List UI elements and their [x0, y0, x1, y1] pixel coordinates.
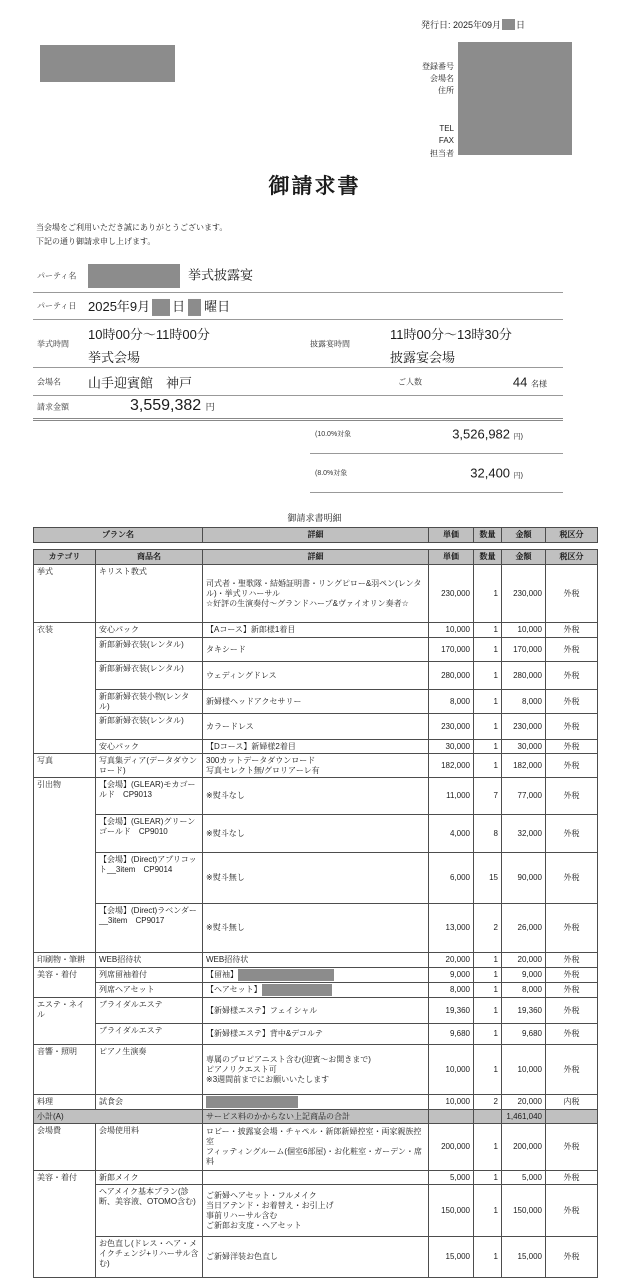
product-cell: 会場使用料 — [96, 1124, 203, 1171]
redacted-issue-day — [502, 19, 515, 30]
venue-name-value: 山手迎賓館 神戸 — [88, 375, 193, 390]
amount-cell: 20,000 — [502, 953, 546, 968]
amount-cell: 26,000 — [502, 904, 546, 953]
table-row — [34, 1171, 598, 1185]
tax-10-unit: 円) — [513, 433, 523, 441]
tax-type-cell: 外税 — [546, 662, 598, 690]
reception-time-label: 披露宴時間 — [310, 339, 350, 348]
table-row — [34, 1124, 598, 1171]
category-cell: 衣装 — [34, 623, 96, 754]
issue-date — [421, 18, 525, 31]
amount-cell: 90,000 — [502, 853, 546, 904]
detail-cell: カラードレス — [203, 714, 429, 740]
tax-type-cell: 外税 — [546, 904, 598, 953]
amount-cell: 15,000 — [502, 1237, 546, 1278]
ceremony-place-value: 挙式会場 — [88, 350, 141, 365]
subtotal-row — [34, 1110, 598, 1124]
tax-type-cell: 外税 — [546, 1237, 598, 1278]
unit-price-cell: 5,000 — [429, 1171, 474, 1185]
amount-cell: 230,000 — [502, 565, 546, 623]
tax-type-cell: 外税 — [546, 968, 598, 983]
product-cell: 【会場】(Direct)ラベンダー__3item CP9017 — [96, 904, 203, 953]
amount-cell: 8,000 — [502, 690, 546, 714]
table-row — [34, 714, 598, 740]
category-cell: 挙式 — [34, 565, 96, 623]
tax-type-cell: 外税 — [546, 638, 598, 662]
table-row — [34, 904, 598, 953]
product-cell: 列席留袖着付 — [96, 968, 203, 983]
quantity-cell: 1 — [474, 740, 502, 754]
product-cell: ヘアメイク基本プラン(診断、美容液、OTOMO含む) — [96, 1185, 203, 1237]
unit-price-cell: 230,000 — [429, 714, 474, 740]
unit-price-cell: 19,360 — [429, 998, 474, 1024]
product-cell: 新郎新婦衣装小物(レンタル) — [96, 690, 203, 714]
greeting-text — [36, 221, 227, 249]
table-row — [34, 638, 598, 662]
party-date-row — [33, 293, 563, 320]
quantity-cell: 15 — [474, 853, 502, 904]
tax-type-cell: 外税 — [546, 690, 598, 714]
item-column-header: 単価 — [429, 550, 474, 565]
plan-column-header: 税区分 — [546, 528, 598, 543]
product-cell: ブライダルエステ — [96, 998, 203, 1024]
amount-cell: 8,000 — [502, 983, 546, 998]
quantity-cell: 7 — [474, 778, 502, 815]
quantity-cell: 1 — [474, 623, 502, 638]
venue-label-contact-person: 担当者 — [430, 149, 454, 158]
quantity-cell: 1 — [474, 1171, 502, 1185]
tax-type-cell: 内税 — [546, 1095, 598, 1110]
detail-cell: 専属のプロピアニスト含む(迎賓～お開きまで) ピアノリクエスト可 ※3週間前までにお願いいたします — [203, 1045, 429, 1095]
detail-cell: 新婦様ヘッドアクセサリー — [203, 690, 429, 714]
tax-type-cell: 外税 — [546, 1185, 598, 1237]
tax-10-label: (10.0%対象 — [315, 431, 352, 438]
amount-cell: 10,000 — [502, 623, 546, 638]
ceremony-time-value: 10時00分～11時00分 — [88, 327, 210, 342]
amount-cell: 9,680 — [502, 1024, 546, 1045]
plan-column-header: 詳細 — [203, 528, 429, 543]
billing-amount-unit: 円 — [205, 402, 215, 412]
category-cell: 料理 — [34, 1095, 96, 1110]
product-cell: ブライダルエステ — [96, 1024, 203, 1045]
product-cell: 列席ヘアセット — [96, 983, 203, 998]
tax-type-cell: 外税 — [546, 953, 598, 968]
plan-column-header: 金額 — [502, 528, 546, 543]
table-row — [34, 662, 598, 690]
unit-price-cell: 10,000 — [429, 623, 474, 638]
detail-table-body — [34, 565, 598, 1278]
greeting-line-2: 下記の通り御請求申し上げます。 — [36, 237, 156, 246]
item-column-header: カテゴリ — [34, 550, 96, 565]
detail-cell: 【留袖】 — [203, 968, 429, 983]
detail-cell: ※熨斗無し — [203, 904, 429, 953]
category-cell: 写真 — [34, 754, 96, 778]
venue-label-venue-name: 会場名 — [430, 74, 454, 83]
item-column-header: 税区分 — [546, 550, 598, 565]
tax-10-row — [310, 415, 563, 454]
invoice-detail-table — [33, 549, 598, 1278]
detail-cell: 300カットデータダウンロード 写真セレクト無/グロリアーレ有 — [203, 754, 429, 778]
detail-cell — [203, 1095, 429, 1110]
detail-cell: 【Aコース】新郎様1着目 — [203, 623, 429, 638]
unit-price-cell: 11,000 — [429, 778, 474, 815]
reception-place-value: 披露宴会場 — [390, 350, 456, 365]
product-cell: キリスト教式 — [96, 565, 203, 623]
unit-price-cell: 9,000 — [429, 968, 474, 983]
empty-cell — [429, 1110, 474, 1124]
table-row — [34, 778, 598, 815]
tax-type-cell: 外税 — [546, 714, 598, 740]
plan-column-header: 数量 — [474, 528, 502, 543]
detail-cell: ロビー・披露宴会場・チャペル・新郎新婦控室・両家親族控室 フィッティングルーム(個室6部屋)・お化粧室・ガーデン・席料 — [203, 1124, 429, 1171]
detail-cell: タキシード — [203, 638, 429, 662]
category-cell: 印刷物・筆耕 — [34, 953, 96, 968]
item-column-header: 商品名 — [96, 550, 203, 565]
table-row — [34, 968, 598, 983]
unit-price-cell: 200,000 — [429, 1124, 474, 1171]
tax-breakdown — [310, 415, 563, 493]
quantity-cell: 1 — [474, 1045, 502, 1095]
quantity-cell: 1 — [474, 714, 502, 740]
category-cell: 美容・着付 — [34, 1171, 96, 1278]
quantity-cell: 1 — [474, 953, 502, 968]
detail-cell — [203, 1171, 429, 1185]
unit-price-cell: 10,000 — [429, 1095, 474, 1110]
plan-column-header: 単価 — [429, 528, 474, 543]
issue-date-suffix: 日 — [516, 20, 526, 30]
unit-price-cell: 9,680 — [429, 1024, 474, 1045]
redacted-party-day — [152, 299, 170, 316]
detail-cell: 【ヘアセット】 — [203, 983, 429, 998]
table-row — [34, 1045, 598, 1095]
table-row — [34, 998, 598, 1024]
unit-price-cell: 30,000 — [429, 740, 474, 754]
tax-type-cell: 外税 — [546, 983, 598, 998]
product-cell: ピアノ生演奏 — [96, 1045, 203, 1095]
tax-8-unit: 円) — [513, 472, 523, 480]
subtotal-amount: 1,461,040 — [502, 1110, 546, 1124]
table-row — [34, 754, 598, 778]
amount-cell: 30,000 — [502, 740, 546, 754]
amount-cell: 32,000 — [502, 815, 546, 853]
redacted-detail — [262, 984, 332, 996]
amount-cell: 182,000 — [502, 754, 546, 778]
empty-cell — [474, 1110, 502, 1124]
quantity-cell: 2 — [474, 904, 502, 953]
tax-type-cell: 外税 — [546, 815, 598, 853]
ceremony-time-label: 挙式時間 — [37, 339, 69, 348]
amount-cell: 10,000 — [502, 1045, 546, 1095]
tax-type-cell: 外税 — [546, 754, 598, 778]
unit-price-cell: 150,000 — [429, 1185, 474, 1237]
quantity-cell: 1 — [474, 662, 502, 690]
redacted-detail — [206, 1096, 298, 1108]
subtotal-label: 小計(A) — [34, 1110, 203, 1124]
redacted-detail — [238, 969, 334, 981]
quantity-cell: 1 — [474, 998, 502, 1024]
item-column-header: 詳細 — [203, 550, 429, 565]
tax-type-cell: 外税 — [546, 1045, 598, 1095]
tax-type-cell: 外税 — [546, 565, 598, 623]
reception-time-value: 11時00分～13時30分 — [390, 327, 512, 342]
issue-date-prefix: 発行日: 2025年09月 — [421, 20, 502, 30]
amount-cell: 77,000 — [502, 778, 546, 815]
party-info-table — [33, 260, 563, 421]
detail-cell: WEB招待状 — [203, 953, 429, 968]
detail-cell: ご新婦洋装お色直し — [203, 1237, 429, 1278]
table-row — [34, 853, 598, 904]
product-cell: 新郎新婦衣装(レンタル) — [96, 638, 203, 662]
unit-price-cell: 280,000 — [429, 662, 474, 690]
product-cell: 安心パック — [96, 740, 203, 754]
amount-cell: 200,000 — [502, 1124, 546, 1171]
unit-price-cell: 13,000 — [429, 904, 474, 953]
tax-type-cell: 外税 — [546, 853, 598, 904]
category-cell: 美容・着付 — [34, 968, 96, 998]
category-cell: エステ・ネイル — [34, 998, 96, 1045]
detail-cell: 【新婦様エステ】フェイシャル — [203, 998, 429, 1024]
party-name-value: 挙式披露宴 — [188, 267, 254, 283]
quantity-cell: 1 — [474, 1185, 502, 1237]
amount-cell: 19,360 — [502, 998, 546, 1024]
unit-price-cell: 8,000 — [429, 690, 474, 714]
venue-label-registration-number: 登録番号 — [422, 62, 454, 71]
quantity-cell: 1 — [474, 690, 502, 714]
subtotal-description: サービス料のかからない上記商品の合計 — [203, 1110, 429, 1124]
product-cell: 新郎新婦衣装(レンタル) — [96, 662, 203, 690]
detail-cell: ※熨斗なし — [203, 815, 429, 853]
tax-type-cell: 外税 — [546, 1024, 598, 1045]
unit-price-cell: 20,000 — [429, 953, 474, 968]
tax-type-cell: 外税 — [546, 1124, 598, 1171]
tax-type-cell: 外税 — [546, 1171, 598, 1185]
tax-8-value: 32,400 — [470, 465, 511, 481]
plan-header-table — [33, 527, 598, 543]
quantity-cell: 1 — [474, 754, 502, 778]
category-cell: 会場費 — [34, 1124, 96, 1171]
quantity-cell: 1 — [474, 968, 502, 983]
unit-price-cell: 15,000 — [429, 1237, 474, 1278]
venue-label-address: 住所 — [438, 86, 454, 95]
table-row — [34, 983, 598, 998]
unit-price-cell: 10,000 — [429, 1045, 474, 1095]
unit-price-cell: 4,000 — [429, 815, 474, 853]
party-name-row — [33, 260, 563, 293]
detail-cell: 【新婦様エステ】背中&デコルテ — [203, 1024, 429, 1045]
tax-10-value: 3,526,982 — [452, 426, 511, 442]
tax-8-label: (8.0%対象 — [315, 470, 348, 477]
product-cell: 【会場】(GLEAR)モカゴールド CP9013 — [96, 778, 203, 815]
table-row — [34, 623, 598, 638]
plan-column-header: プラン名 — [34, 528, 203, 543]
venue-name-row — [33, 368, 563, 396]
detail-cell: ※熨斗無し — [203, 853, 429, 904]
redacted-party-name — [88, 264, 180, 288]
table-row — [34, 690, 598, 714]
table-row — [34, 815, 598, 853]
table-row — [34, 953, 598, 968]
table-row — [34, 565, 598, 623]
product-cell: 安心パック — [96, 623, 203, 638]
item-column-header: 金額 — [502, 550, 546, 565]
unit-price-cell: 170,000 — [429, 638, 474, 662]
billing-amount-value: 3,559,382 — [130, 397, 202, 414]
table-row — [34, 1095, 598, 1110]
unit-price-cell: 8,000 — [429, 983, 474, 998]
party-date-year-month: 2025年9月 — [88, 298, 151, 314]
venue-name-label: 会場名 — [37, 377, 61, 386]
quantity-cell: 1 — [474, 565, 502, 623]
category-cell: 音響・照明 — [34, 1045, 96, 1095]
amount-cell: 150,000 — [502, 1185, 546, 1237]
amount-cell: 20,000 — [502, 1095, 546, 1110]
quantity-cell: 2 — [474, 1095, 502, 1110]
category-cell: 引出物 — [34, 778, 96, 953]
detail-cell: ウェディングドレス — [203, 662, 429, 690]
plan-header-row — [34, 528, 598, 543]
detail-section-title: 御請求書明細 — [287, 513, 342, 523]
quantity-cell: 1 — [474, 638, 502, 662]
table-row — [34, 1024, 598, 1045]
page-title: 御請求書 — [268, 175, 361, 198]
product-cell: 新郎新婦衣装(レンタル) — [96, 714, 203, 740]
table-row — [34, 1237, 598, 1278]
amount-cell: 280,000 — [502, 662, 546, 690]
unit-price-cell: 230,000 — [429, 565, 474, 623]
product-cell: WEB招待状 — [96, 953, 203, 968]
greeting-line-1: 当会場をご利用いただき誠にありがとうございます。 — [36, 223, 228, 232]
redacted-recipient-block — [40, 45, 175, 82]
tax-8-row — [310, 454, 563, 493]
guest-count-label: ご人数 — [398, 377, 422, 386]
product-cell: 新郎メイク — [96, 1171, 203, 1185]
billing-amount-label: 請求金額 — [37, 402, 69, 412]
product-cell: 試食会 — [96, 1095, 203, 1110]
tax-type-cell: 外税 — [546, 623, 598, 638]
quantity-cell: 8 — [474, 815, 502, 853]
detail-cell: 【Dコース】新婦様2着目 — [203, 740, 429, 754]
party-time-row — [33, 320, 563, 368]
detail-cell: ※熨斗なし — [203, 778, 429, 815]
party-date-weekday-suffix: 曜日 — [204, 298, 231, 314]
guest-count-value: 44 — [512, 374, 528, 389]
quantity-cell: 1 — [474, 1237, 502, 1278]
empty-cell — [546, 1110, 598, 1124]
amount-cell: 9,000 — [502, 968, 546, 983]
venue-label-tel: TEL — [439, 124, 454, 133]
party-name-label: パーティ名 — [37, 271, 77, 281]
unit-price-cell: 6,000 — [429, 853, 474, 904]
tax-type-cell: 外税 — [546, 778, 598, 815]
quantity-cell: 1 — [474, 1024, 502, 1045]
unit-price-cell: 182,000 — [429, 754, 474, 778]
table-row — [34, 740, 598, 754]
venue-label-fax: FAX — [438, 136, 454, 145]
amount-cell: 170,000 — [502, 638, 546, 662]
tax-type-cell: 外税 — [546, 740, 598, 754]
redacted-venue-block — [458, 42, 572, 155]
product-cell: 【会場】(Direct)アプリコット__3item CP9014 — [96, 853, 203, 904]
party-date-day-suffix: 日 — [172, 298, 186, 314]
detail-cell: 司式者・聖歌隊・結婚証明書・リングピロー&羽ペン(レンタル)・挙式リハーサル ☆好評の生演奏付～グランドハープ&ヴァイオリン奏者☆ — [203, 565, 429, 623]
quantity-cell: 1 — [474, 1124, 502, 1171]
quantity-cell: 1 — [474, 983, 502, 998]
product-cell: お色直し(ドレス・ヘア・メイクチェンジ+リハーサル含む) — [96, 1237, 203, 1278]
tax-type-cell: 外税 — [546, 998, 598, 1024]
redacted-party-weekday — [188, 299, 201, 316]
product-cell: 写真集ディア(データダウンロード) — [96, 754, 203, 778]
amount-cell: 5,000 — [502, 1171, 546, 1185]
amount-cell: 230,000 — [502, 714, 546, 740]
party-date-label: パーティ日 — [37, 301, 77, 311]
table-row — [34, 1185, 598, 1237]
detail-cell: ご新婦ヘアセット・フルメイク 当日アテンド・お着替え・お引上げ 事前リハーサル含む ご新郎お支度・ヘアセット — [203, 1185, 429, 1237]
guest-count-unit: 名様 — [531, 379, 547, 388]
item-header-row — [34, 550, 598, 565]
product-cell: 【会場】(GLEAR)グリーンゴールド CP9010 — [96, 815, 203, 853]
item-column-header: 数量 — [474, 550, 502, 565]
